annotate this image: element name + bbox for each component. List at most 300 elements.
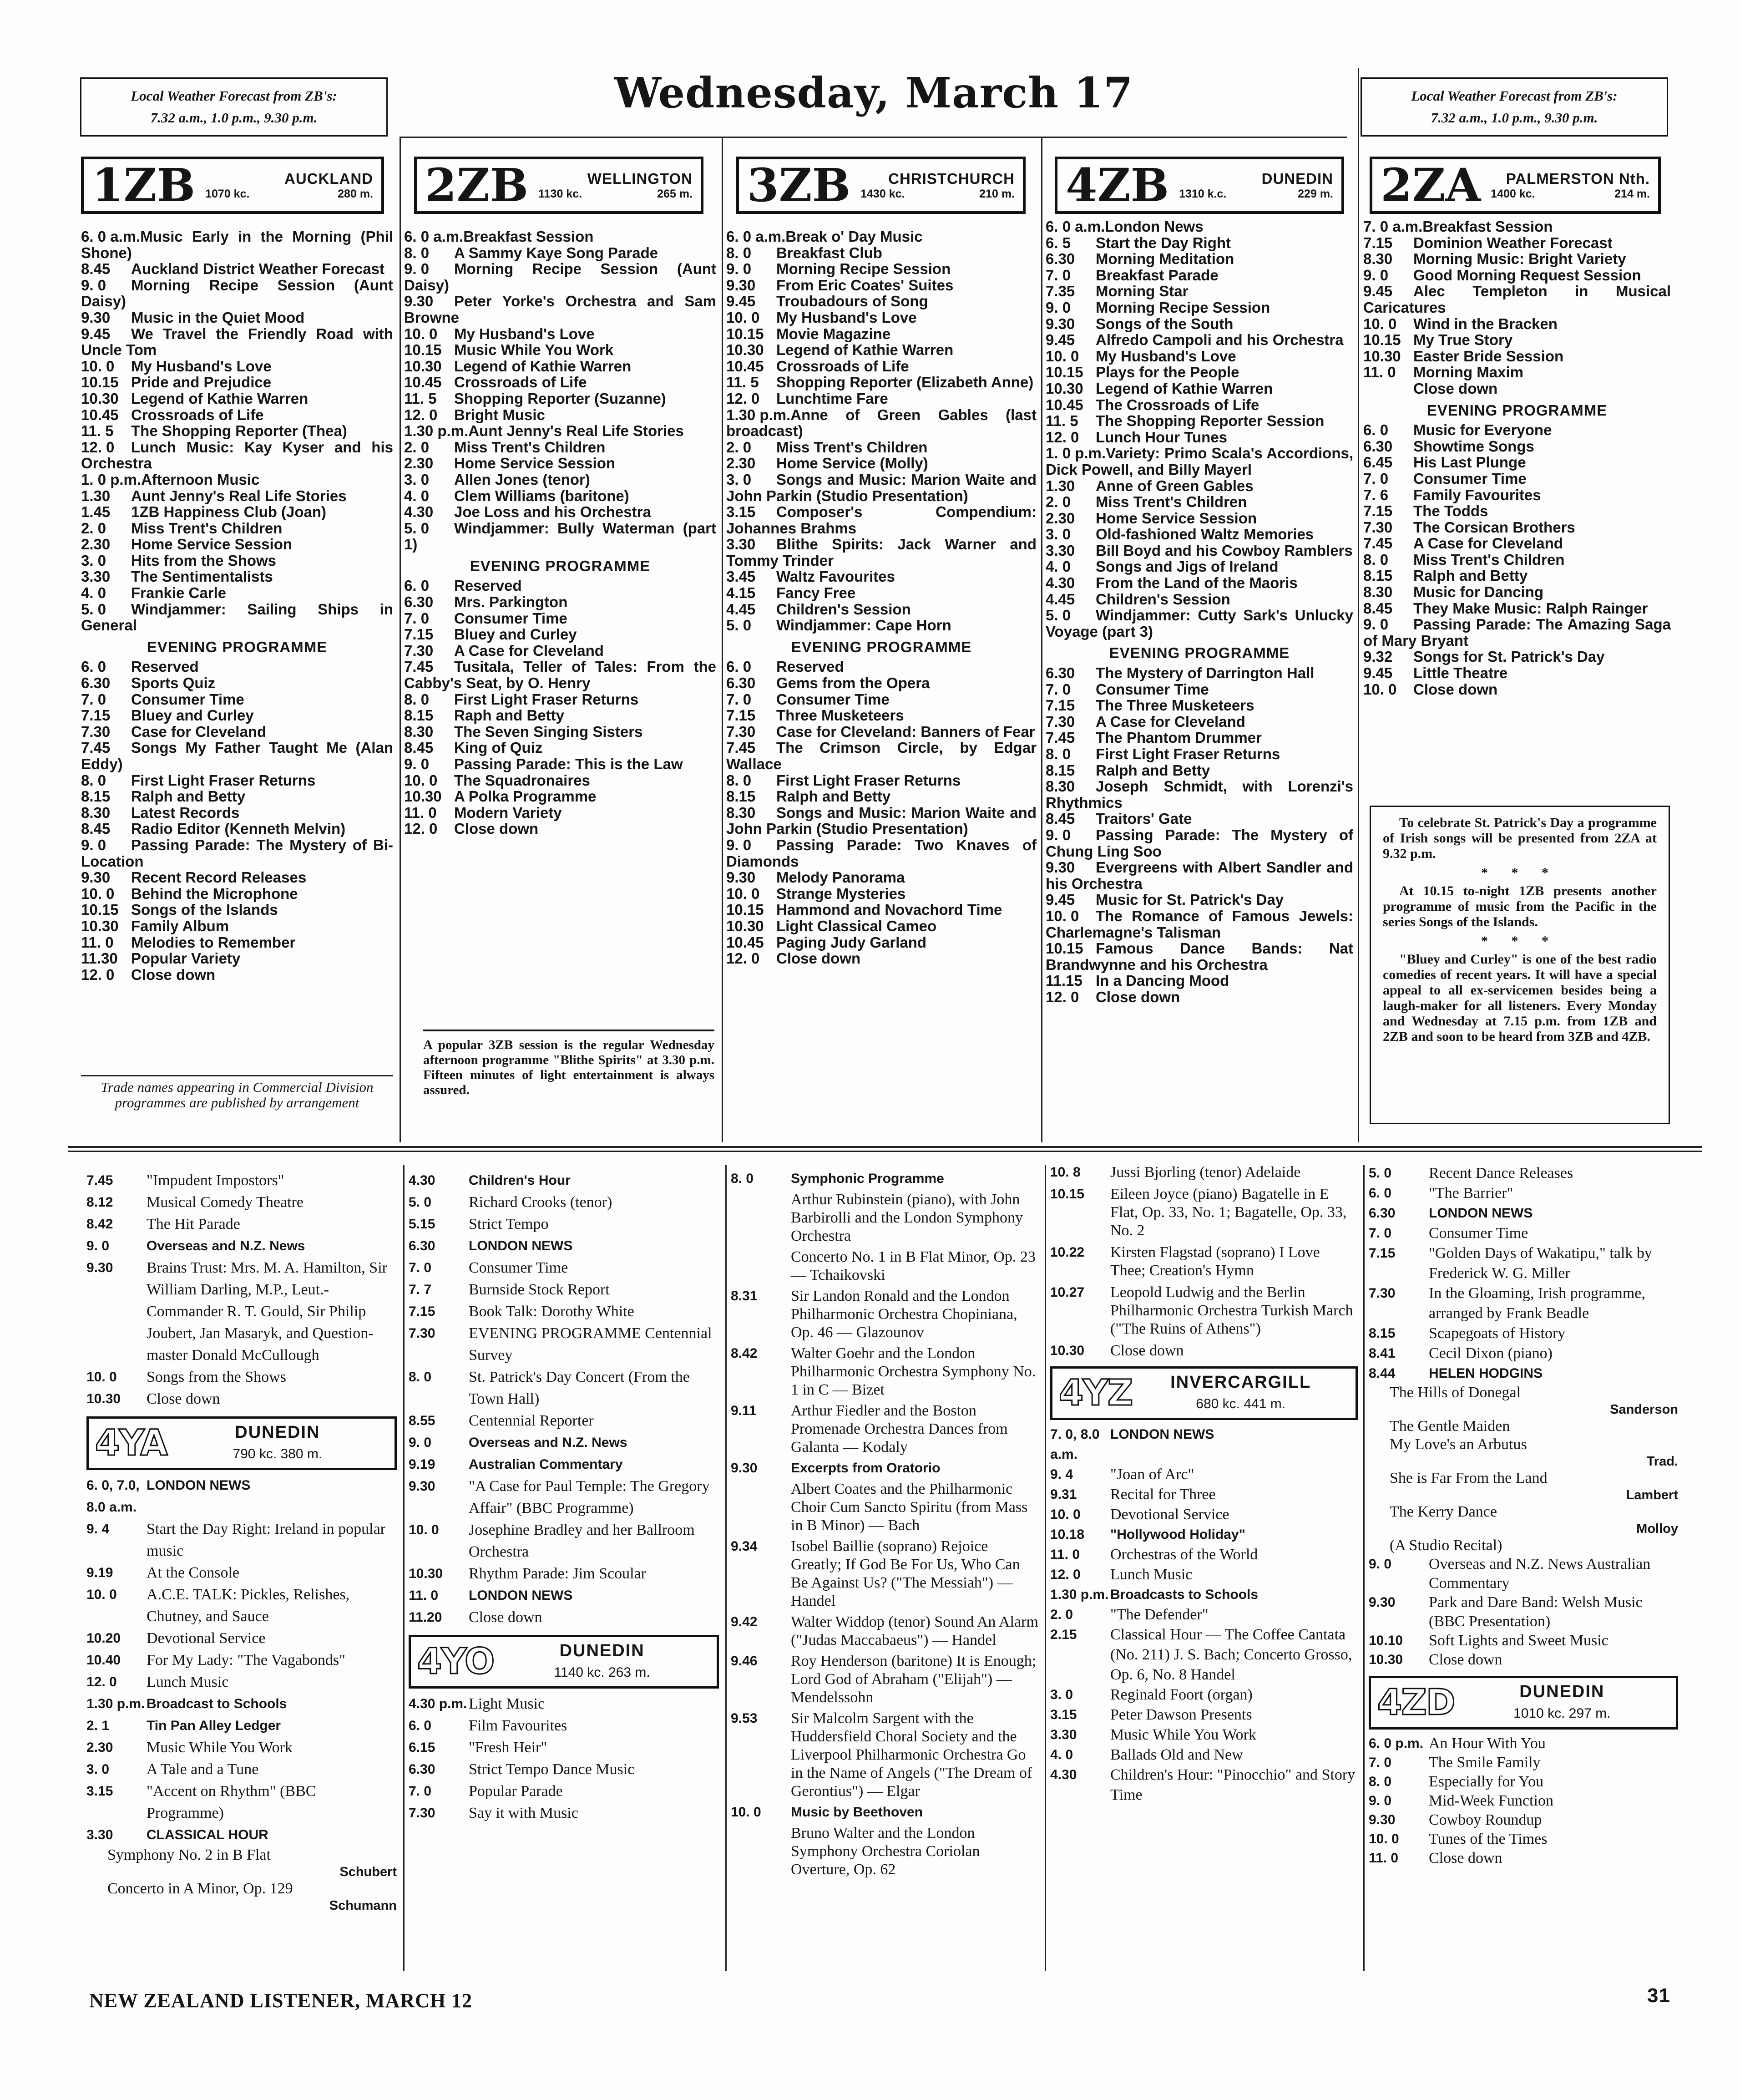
column-rule bbox=[1041, 137, 1042, 1142]
programme-row bbox=[81, 740, 393, 772]
programme-title: Mid-Week Function bbox=[1429, 1792, 1553, 1809]
programme-title: Lunch Music bbox=[1110, 1566, 1193, 1583]
programme-time: 9. 0 bbox=[81, 836, 106, 853]
programme-title: A Polka Programme bbox=[454, 788, 597, 805]
programme-title: Aunt Jenny's Real Life Stories bbox=[468, 422, 684, 440]
programme-title: A Tale and a Tune bbox=[147, 1761, 259, 1778]
programme-time: 8. 0 bbox=[1369, 1774, 1392, 1789]
programme-row bbox=[404, 358, 716, 375]
programme-title: Songs and Music: Marion Waite and John Parkin (Studio Presentation) bbox=[726, 804, 1037, 837]
station-freq: 680 kc. 441 m. bbox=[1196, 1396, 1286, 1411]
programme-title: Close down bbox=[454, 820, 539, 837]
programme-row bbox=[409, 1366, 719, 1410]
programme-row bbox=[1363, 380, 1671, 397]
programme-time: 1.30 p.m. bbox=[404, 422, 469, 440]
programme-time: 8.12 bbox=[86, 1195, 113, 1210]
programme-time: 8.42 bbox=[86, 1217, 113, 1232]
programme-row bbox=[1046, 859, 1353, 892]
programme-title: From Eric Coates' Suites bbox=[776, 276, 954, 294]
programme-time: 6. 0 a.m. bbox=[1046, 218, 1105, 235]
programme-row bbox=[726, 391, 1037, 407]
station-city: AUCKLAND bbox=[284, 170, 373, 187]
programme-row bbox=[1369, 1791, 1678, 1811]
programme-row bbox=[1046, 681, 1353, 698]
programme-title: Home Service Session bbox=[1096, 509, 1257, 527]
programme-row bbox=[409, 1715, 719, 1737]
programme-title: LONDON NEWS bbox=[147, 1478, 251, 1493]
programme-time: 9.45 bbox=[1363, 664, 1393, 682]
station-box-4yz bbox=[1050, 1366, 1358, 1420]
programme-time: 3. 0 bbox=[86, 1762, 110, 1777]
programme-title: Bluey and Curley bbox=[131, 707, 254, 724]
programme-row bbox=[1046, 762, 1353, 779]
programme-row bbox=[731, 1803, 1038, 1821]
programme-row bbox=[1046, 348, 1353, 365]
composer: Molloy bbox=[1636, 1522, 1678, 1536]
programme-row bbox=[86, 1671, 397, 1693]
programme-title: The Mystery of Darrington Hall bbox=[1096, 664, 1315, 682]
programme-time: 8.41 bbox=[1369, 1346, 1396, 1361]
programme-time: 7.15 bbox=[1369, 1246, 1396, 1261]
programme-row bbox=[1050, 1485, 1358, 1505]
station-info bbox=[494, 1640, 710, 1684]
programme-title: The Romance of Famous Jewels: Charlemagne's Talisman bbox=[1046, 907, 1353, 941]
programme-row bbox=[86, 1366, 397, 1388]
programme-row bbox=[81, 391, 393, 407]
programme-title: Ralph and Betty bbox=[131, 788, 246, 805]
programme-time: 10.30 bbox=[86, 1391, 121, 1406]
programme-row bbox=[409, 1192, 719, 1213]
programme-row bbox=[731, 1402, 1038, 1456]
programme-time: 6.30 bbox=[409, 1762, 435, 1777]
programme-row bbox=[81, 902, 393, 918]
programme-title: Morning Maxim bbox=[1413, 364, 1524, 381]
programme-time: 2.30 bbox=[726, 455, 756, 472]
schedule-4zb bbox=[1046, 218, 1353, 1005]
programme-time: 9.30 bbox=[726, 869, 756, 886]
programme-row bbox=[1369, 1364, 1678, 1384]
programme-row bbox=[1369, 1650, 1678, 1669]
weather-title: Local Weather Forecast from ZB's: bbox=[131, 88, 337, 104]
programme-title: Legend of Kathie Warren bbox=[131, 390, 309, 407]
programme-row bbox=[404, 756, 716, 772]
programme-row bbox=[409, 1476, 719, 1519]
programme-time: 8.15 bbox=[1369, 1326, 1396, 1341]
programme-time: 3.15 bbox=[1050, 1707, 1077, 1722]
work-title: (A Studio Recital) bbox=[1390, 1537, 1502, 1554]
programme-time: 12. 0 bbox=[1050, 1567, 1081, 1582]
programme-time: 7.15 bbox=[1363, 502, 1393, 520]
programme-row bbox=[1046, 429, 1353, 446]
programme-row bbox=[81, 821, 393, 837]
programme-title: Passing Parade: Two Knaves of Diamonds bbox=[726, 836, 1037, 870]
programme-row bbox=[731, 1191, 1038, 1245]
programme-title: The Corsican Brothers bbox=[1413, 518, 1575, 536]
programme-time: 7.15 bbox=[1046, 697, 1075, 714]
programme-title: Famous Dance Bands: Nat Brandwynne and his Orchestra bbox=[1046, 940, 1353, 973]
station-header-2za bbox=[1370, 157, 1661, 214]
programme-time: 10.30 bbox=[726, 917, 764, 934]
programme-title: Aunt Jenny's Real Life Stories bbox=[131, 487, 347, 504]
programme-time bbox=[731, 1480, 791, 1535]
programme-time: 8. 0 bbox=[726, 244, 752, 261]
programme-time: 10.10 bbox=[1369, 1633, 1403, 1648]
programme-time: 10. 0 bbox=[1363, 680, 1397, 698]
programme-row bbox=[726, 675, 1037, 691]
programme-row bbox=[81, 536, 393, 553]
programme-row bbox=[1046, 973, 1353, 989]
programme-time: 8. 0 bbox=[1046, 746, 1071, 762]
programme-title: A Case for Cleveland bbox=[1413, 535, 1563, 552]
programme-time: 10.18 bbox=[1050, 1527, 1085, 1542]
programme-row bbox=[1050, 1163, 1358, 1182]
programme-title: In a Dancing Mood bbox=[1096, 972, 1229, 989]
programme-title: Cowboy Roundup bbox=[1429, 1811, 1542, 1828]
programme-time: 11.20 bbox=[409, 1610, 442, 1625]
programme-row bbox=[404, 423, 716, 439]
programme-row bbox=[1369, 1631, 1678, 1650]
station-city: DUNEDIN bbox=[1261, 170, 1333, 187]
programme-time: 2.30 bbox=[81, 536, 111, 553]
programme-title: Songs of the South bbox=[1096, 315, 1234, 332]
programme-title: Light Classical Cameo bbox=[776, 917, 937, 934]
programme-time: 2.30 bbox=[86, 1740, 113, 1755]
programme-time: 2. 0 bbox=[404, 438, 430, 456]
programme-row bbox=[81, 407, 393, 423]
programme-row bbox=[1046, 364, 1353, 380]
programme-title: Sports Quiz bbox=[131, 675, 216, 692]
programme-row bbox=[1363, 519, 1671, 536]
programme-row bbox=[726, 740, 1037, 772]
programme-time: 10. 0 bbox=[404, 325, 438, 342]
programme-row bbox=[1369, 1734, 1678, 1753]
programme-time: 8.15 bbox=[726, 788, 756, 805]
programme-row bbox=[726, 228, 1037, 245]
programme-time: 8.45 bbox=[1046, 810, 1075, 827]
programme-title: The Squadronaires bbox=[454, 771, 590, 789]
programme-row bbox=[726, 707, 1037, 724]
programme-time: 4.30 bbox=[404, 503, 434, 521]
programme-time: 8.44 bbox=[1369, 1366, 1396, 1381]
programme-row bbox=[404, 261, 716, 293]
programme-title: Passing Parade: The Amazing Saga of Mary Bryant bbox=[1363, 616, 1671, 649]
programme-row bbox=[726, 934, 1037, 951]
programme-time: 2. 0 bbox=[726, 438, 752, 456]
programme-title: Strange Mysteries bbox=[776, 885, 906, 902]
programme-time: 9.45 bbox=[726, 293, 756, 310]
programme-row bbox=[726, 601, 1037, 618]
programme-time: 4.30 bbox=[1046, 574, 1075, 592]
programme-title: LONDON NEWS bbox=[469, 1588, 573, 1603]
programme-row bbox=[1046, 591, 1353, 608]
programme-title: The Crimson Circle, by Edgar Wallace bbox=[726, 739, 1037, 772]
programme-title: Breakfast Session bbox=[1422, 218, 1553, 235]
programme-title: Windjammer: Cape Horn bbox=[776, 617, 951, 634]
programme-title: Windjammer: Bully Waterman (part 1) bbox=[404, 519, 716, 553]
programme-row bbox=[404, 788, 716, 805]
programme-title: First Light Fraser Returns bbox=[454, 690, 639, 708]
programme-title: Sir Malcolm Sargent with the Huddersfield Choral Society and the Liverpool Philharmonic Orchestra Go in the Name of Angels ("The Dream of Gerontius") — Elgar bbox=[791, 1710, 1032, 1800]
programme-row bbox=[404, 578, 716, 594]
programme-title: Devotional Service bbox=[147, 1630, 266, 1647]
programme-time: 7. 0, 8.0 a.m. bbox=[1050, 1427, 1100, 1462]
column-rule bbox=[1358, 68, 1359, 1142]
programme-row bbox=[409, 1410, 719, 1432]
programme-row bbox=[404, 594, 716, 610]
programme-time: 3. 0 bbox=[81, 552, 106, 569]
programme-row bbox=[1046, 380, 1353, 397]
programme-row bbox=[86, 1518, 397, 1562]
programme-time: 5. 0 bbox=[404, 519, 430, 537]
programme-time: 9.30 bbox=[1369, 1595, 1396, 1610]
programme-time: 1.30 p.m. bbox=[726, 406, 791, 423]
programme-row bbox=[1046, 607, 1353, 639]
footer-publication: NEW ZEALAND LISTENER, MARCH 12 bbox=[89, 1989, 473, 2012]
programme-time: 10.30 bbox=[1369, 1652, 1403, 1667]
programme-row bbox=[1046, 510, 1353, 527]
programme-time: 7.15 bbox=[409, 1304, 435, 1319]
station-call: 3ZB bbox=[747, 158, 851, 212]
station-city: PALMERSTON Nth. bbox=[1506, 170, 1650, 187]
evening-programme-heading: EVENING PROGRAMME bbox=[470, 557, 651, 574]
programme-time: 10.30 bbox=[404, 788, 442, 805]
programme-row bbox=[726, 724, 1037, 740]
programme-row bbox=[1050, 1185, 1358, 1240]
programme-time: 9.46 bbox=[731, 1654, 758, 1669]
programme-time: 7. 7 bbox=[409, 1282, 432, 1297]
programme-title: Close down bbox=[776, 950, 861, 967]
programme-row bbox=[1046, 283, 1353, 299]
programme-time: 8.45 bbox=[404, 739, 434, 756]
programme-title: Consumer Time bbox=[1413, 470, 1527, 487]
programme-title: LONDON NEWS bbox=[469, 1238, 573, 1253]
programme-row bbox=[726, 788, 1037, 805]
programme-row bbox=[81, 805, 393, 821]
station-city: DUNEDIN bbox=[235, 1423, 320, 1442]
programme-time: 9.19 bbox=[86, 1565, 113, 1580]
programme-title: Symphonic Programme bbox=[791, 1171, 944, 1186]
programme-time: 9. 0 bbox=[1046, 826, 1071, 843]
programme-time: 12. 0 bbox=[726, 950, 760, 967]
programme-row bbox=[726, 374, 1037, 391]
programme-time: 10. 0 bbox=[1046, 347, 1079, 365]
programme-time: 11. 0 bbox=[1363, 364, 1396, 381]
programme-title: Start the Day Right: Ireland in popular music bbox=[147, 1521, 385, 1559]
programme-row bbox=[1050, 1465, 1358, 1485]
programme-row bbox=[404, 821, 716, 837]
programme-row bbox=[726, 536, 1037, 568]
programme-time: 10. 0 bbox=[726, 885, 760, 902]
station-kc: 1400 kc. bbox=[1491, 187, 1535, 200]
title-rule bbox=[400, 137, 1347, 138]
programme-time: 8.15 bbox=[404, 707, 434, 724]
programme-time: 11. 5 bbox=[404, 390, 437, 407]
programme-time: 10. 0 bbox=[409, 1522, 439, 1537]
programme-title: "The Defender" bbox=[1110, 1606, 1209, 1623]
programme-time: 9. 0 bbox=[409, 1435, 432, 1450]
programme-time: 10.20 bbox=[86, 1631, 121, 1646]
programme-time: 9. 0 bbox=[404, 260, 430, 278]
programme-title: Easter Bride Session bbox=[1413, 347, 1564, 365]
programme-title: Reserved bbox=[454, 577, 522, 594]
programme-row bbox=[1369, 1324, 1678, 1344]
programme-title: Broadcasts to Schools bbox=[1110, 1587, 1259, 1602]
lower-column-1 bbox=[86, 1170, 397, 1913]
programme-title: Devotional Service bbox=[1110, 1506, 1229, 1523]
programme-row bbox=[1046, 332, 1353, 348]
programme-time: 3. 0 bbox=[1050, 1687, 1073, 1702]
programme-title: Home Service Session bbox=[131, 536, 293, 553]
programme-time: 6. 0 bbox=[1363, 421, 1389, 439]
programme-title: The Shopping Reporter (Thea) bbox=[131, 422, 347, 440]
programme-row bbox=[726, 455, 1037, 472]
programme-row bbox=[1363, 649, 1671, 665]
programme-time: 7.45 bbox=[86, 1173, 113, 1188]
programme-row bbox=[731, 1480, 1038, 1535]
programme-time: 8. 0 bbox=[409, 1370, 432, 1385]
programme-row bbox=[1046, 730, 1353, 746]
programme-time: 9.42 bbox=[731, 1614, 758, 1629]
programme-title: Music for Everyone bbox=[1413, 421, 1552, 439]
programme-time: 9.45 bbox=[81, 325, 111, 342]
programme-title: Gems from the Opera bbox=[776, 675, 930, 692]
programme-row bbox=[409, 1519, 719, 1563]
programme-row bbox=[409, 1780, 719, 1802]
programme-row bbox=[404, 520, 716, 553]
programme-time: 1. 0 p.m. bbox=[1046, 445, 1106, 462]
programme-time: 2. 0 bbox=[1046, 493, 1071, 511]
programme-time: 8.30 bbox=[726, 804, 756, 821]
station-city: DUNEDIN bbox=[559, 1641, 645, 1660]
programme-title: Morning Recipe Session bbox=[1096, 299, 1270, 316]
programme-title: Case for Cleveland: Banners of Fear bbox=[776, 723, 1035, 740]
programme-time: 9. 0 bbox=[1363, 266, 1389, 284]
programme-title: Melodies to Remember bbox=[131, 933, 296, 951]
programme-title: Melody Panorama bbox=[776, 869, 905, 886]
programme-title: Music While You Work bbox=[454, 341, 614, 359]
programme-time: 2.30 bbox=[404, 455, 434, 472]
programme-title: Peter Dawson Presents bbox=[1110, 1706, 1252, 1723]
programme-row bbox=[1050, 1545, 1358, 1565]
programme-time: 3.30 bbox=[726, 536, 756, 553]
programme-title: Auckland District Weather Forecast bbox=[131, 260, 384, 278]
work-title: My Love's an Arbutus bbox=[1390, 1436, 1527, 1453]
programme-title: Consumer Time bbox=[469, 1259, 568, 1276]
programme-title: Miss Trent's Children bbox=[1096, 493, 1247, 511]
programme-row bbox=[1369, 1753, 1678, 1772]
programme-time: 8.15 bbox=[81, 788, 111, 805]
programme-title: "Golden Days of Wakatipu," talk by Frederick W. G. Miller bbox=[1429, 1245, 1652, 1282]
programme-title: Reginald Foort (organ) bbox=[1110, 1686, 1253, 1703]
notice-para: "Bluey and Curley" is one of the best radio comedies of recent years. It will have a special appeal to all ex-servicemen besides being a laugh-maker for all listeners. Every Monday and Wednesday at 7.15 p.m. from 1ZB and 2ZB and soon to be heard from 3ZB and 4ZB. bbox=[1383, 952, 1657, 1044]
weather-title: Local Weather Forecast from ZB's: bbox=[1411, 88, 1618, 104]
programme-title: Songs from the Shows bbox=[147, 1369, 286, 1385]
programme-time: 10. 0 bbox=[1046, 907, 1079, 924]
programme-time: 8. 0 bbox=[404, 690, 430, 708]
composer: Schubert bbox=[339, 1865, 397, 1879]
programme-time: 10.40 bbox=[86, 1653, 121, 1668]
programme-title: Latest Records bbox=[131, 804, 240, 821]
programme-title: "Joan of Arc" bbox=[1110, 1466, 1194, 1483]
programme-time: 6.30 bbox=[1046, 664, 1075, 682]
programme-time: 9.19 bbox=[409, 1457, 435, 1472]
programme-time: 9.30 bbox=[81, 869, 111, 886]
programme-title: "Hollywood Holiday" bbox=[1110, 1527, 1245, 1542]
notice-stars: * * * bbox=[1481, 933, 1558, 949]
programme-row bbox=[1046, 445, 1353, 477]
station-box-4yo bbox=[409, 1635, 719, 1689]
programme-time bbox=[731, 1824, 791, 1879]
programme-time: 10.30 bbox=[1363, 347, 1401, 365]
programme-time: 9.11 bbox=[731, 1403, 757, 1418]
composer: Sanderson bbox=[1610, 1402, 1678, 1417]
programme-row bbox=[1046, 827, 1353, 859]
programme-row bbox=[86, 1780, 397, 1824]
programme-row bbox=[1050, 1283, 1358, 1338]
programme-row bbox=[1369, 1849, 1678, 1868]
programme-title: Joseph Schmidt, with Lorenzi's Rhythmics bbox=[1046, 778, 1353, 811]
programme-row bbox=[731, 1459, 1038, 1477]
programme-row bbox=[1046, 575, 1353, 591]
programme-title: Bright Music bbox=[454, 406, 545, 423]
programme-title: Scapegoats of History bbox=[1429, 1325, 1566, 1342]
programme-row bbox=[726, 659, 1037, 675]
programme-title: Rhythm Parade: Jim Scoular bbox=[469, 1565, 647, 1582]
weather-times: 7.32 a.m., 1.0 p.m., 9.30 p.m. bbox=[150, 110, 318, 126]
programme-title: Lunch Music bbox=[147, 1674, 229, 1690]
programme-row bbox=[81, 869, 393, 886]
programme-time: 11. 0 bbox=[409, 1588, 439, 1603]
notice-para: To celebrate St. Patrick's Day a programme of Irish songs will be presented from 2ZA at 9.32 p.m. bbox=[1383, 815, 1657, 861]
programme-time: 1.30 p.m. bbox=[86, 1696, 145, 1711]
programme-time: 10.30 bbox=[1050, 1343, 1085, 1358]
programme-title: "The Barrier" bbox=[1429, 1185, 1513, 1202]
programme-time: 11. 5 bbox=[1046, 412, 1078, 430]
programme-time: 3.30 bbox=[81, 568, 111, 585]
programme-title: Little Theatre bbox=[1413, 664, 1508, 682]
programme-time: 10.15 bbox=[81, 374, 119, 391]
programme-title: Legend of Kathie Warren bbox=[454, 357, 632, 375]
programme-row bbox=[726, 805, 1037, 837]
programme-time: 6.30 bbox=[726, 675, 756, 692]
programme-time: 10. 0 bbox=[731, 1805, 761, 1820]
station-freq: 1140 kc. 263 m. bbox=[554, 1665, 650, 1680]
notice-stars: * * * bbox=[1481, 865, 1558, 880]
work-title: She is Far From the Land bbox=[1390, 1470, 1548, 1486]
programme-time: 8.30 bbox=[404, 723, 434, 740]
programme-row bbox=[409, 1563, 719, 1585]
programme-row bbox=[409, 1607, 719, 1628]
programme-time: 10.45 bbox=[726, 933, 764, 951]
programme-title: Clem Williams (baritone) bbox=[454, 487, 629, 504]
station-kc: 1430 kc. bbox=[860, 187, 905, 200]
programme-row bbox=[409, 1693, 719, 1715]
programme-title: "A Case for Paul Temple: The Gregory Affair" (BBC Programme) bbox=[469, 1478, 710, 1517]
programme-row bbox=[81, 277, 393, 309]
station-freq: 1010 kc. 297 m. bbox=[1513, 1706, 1611, 1721]
programme-row bbox=[1369, 1163, 1678, 1183]
programme-time: 10.15 bbox=[1363, 331, 1401, 349]
programme-title: Ralph and Betty bbox=[1413, 567, 1528, 584]
programme-row bbox=[1363, 267, 1671, 284]
programme-title: Tin Pan Alley Ledger bbox=[147, 1718, 281, 1733]
programme-row bbox=[1046, 811, 1353, 827]
programme-row bbox=[1363, 487, 1671, 503]
programme-time: 5. 0 bbox=[81, 600, 106, 618]
programme-row bbox=[81, 439, 393, 472]
work-title: Concerto in A Minor, Op. 129 bbox=[107, 1880, 293, 1897]
programme-title: Composer's Compendium: Johannes Brahms bbox=[726, 503, 1037, 537]
